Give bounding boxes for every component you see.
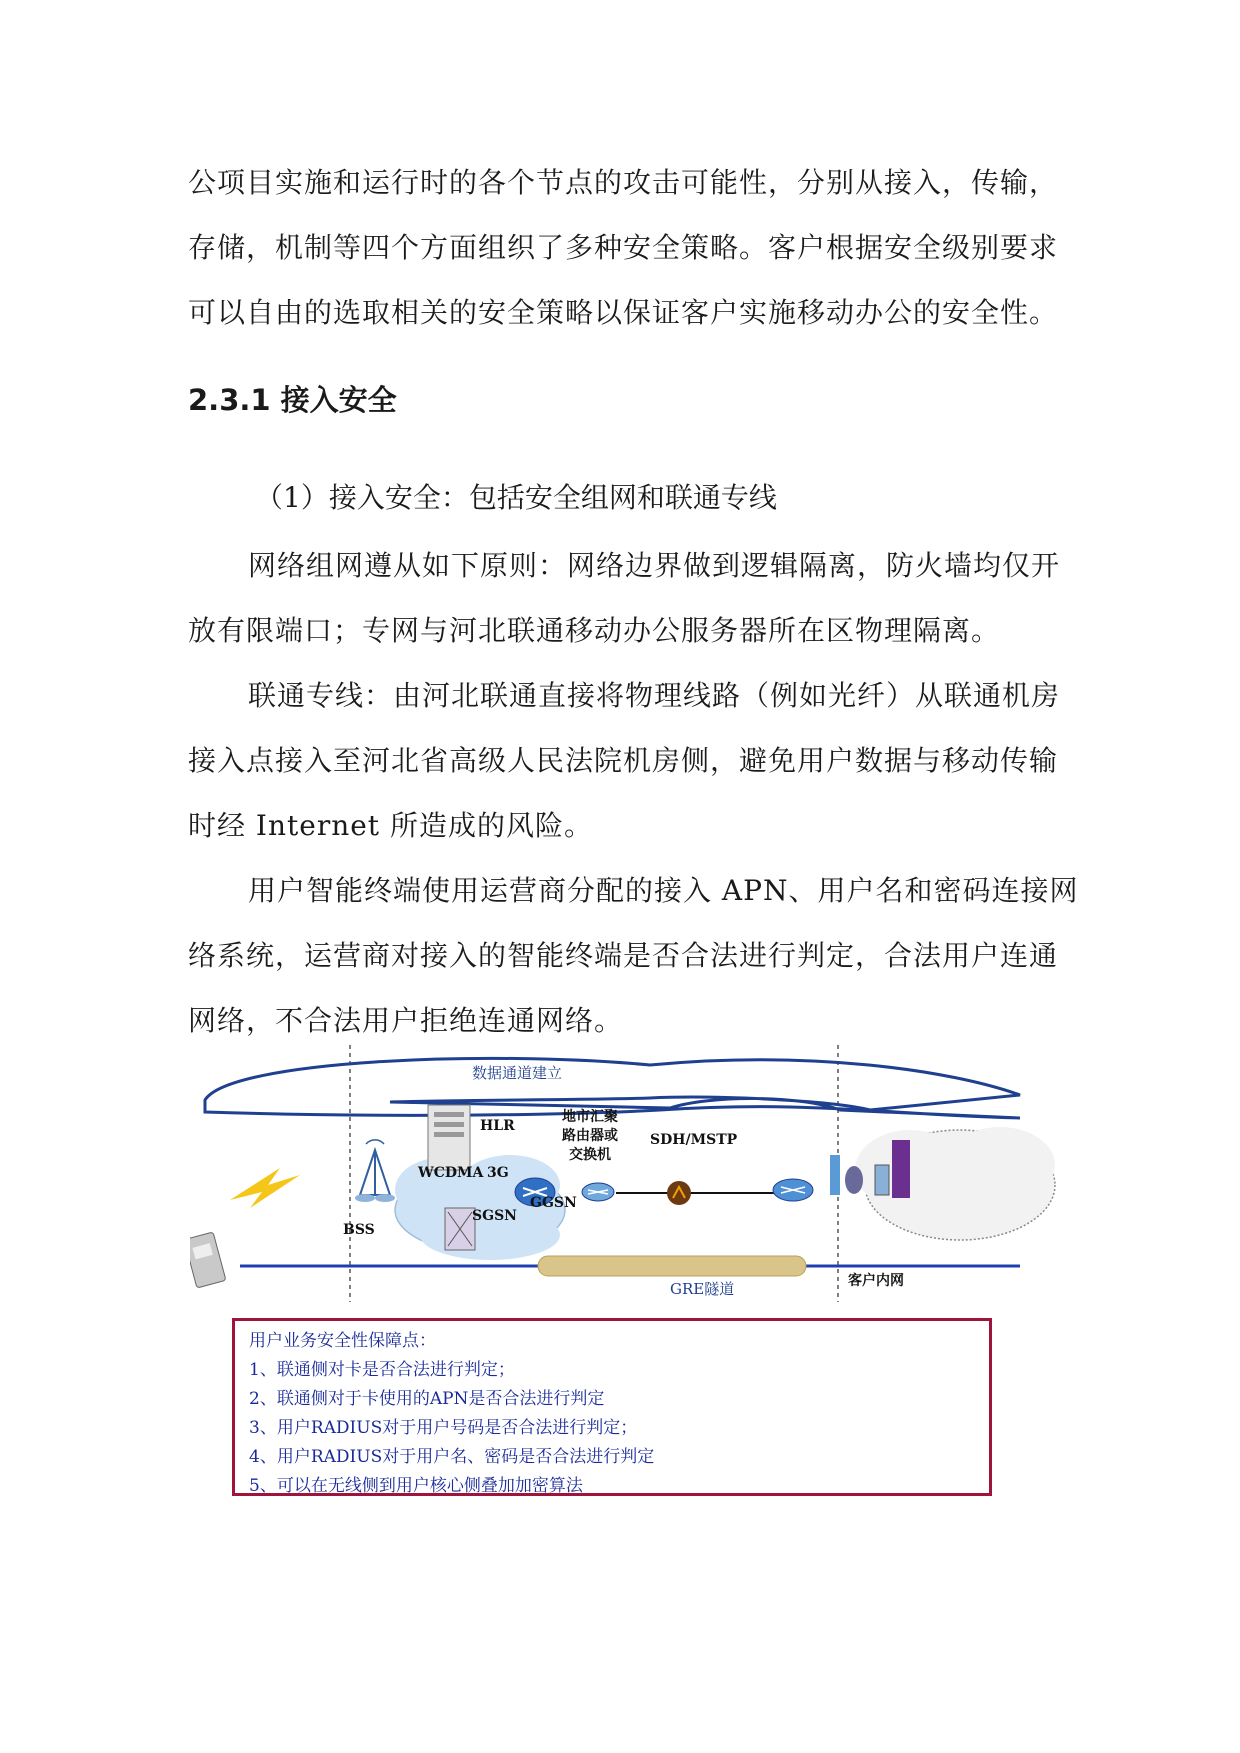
hlr-label: HLR xyxy=(480,1118,515,1134)
section-heading: 2.3.1 接入安全 xyxy=(188,383,397,417)
router-label-line-2: 路由器或 xyxy=(562,1128,618,1144)
gre-label: GRE隧道 xyxy=(670,1280,735,1298)
router-label-line-3: 交换机 xyxy=(569,1147,611,1163)
ggsn-label: GGSN xyxy=(530,1195,577,1211)
sgsn-switch-icon xyxy=(445,1208,475,1250)
3g-label: 3G xyxy=(487,1165,509,1181)
network-line-1: 网络组网遵从如下原则：网络边界做到逻辑隔离，防火墙均仅开 xyxy=(248,549,1061,582)
intro-line-3: 可以自由的选取相关的安全策略以保证客户实施移动办公的安全性。 xyxy=(188,296,1059,329)
leased-line-1: 联通专线：由河北联通直接将物理线路（例如光纤）从联通机房 xyxy=(248,679,1061,712)
intro-line-2: 存储，机制等四个方面组织了多种安全策略。客户根据安全级别要求 xyxy=(188,231,1059,264)
terminal-line-2: 络系统，运营商对接入的智能终端是否合法进行判定，合法用户连通 xyxy=(188,939,1059,972)
security-notes-box xyxy=(232,1318,992,1496)
customer-router-icon xyxy=(773,1179,813,1201)
notes-item-5: 5、可以在无线侧到用户核心侧叠加加密算法 xyxy=(249,1476,583,1496)
wireless-lightning-icon xyxy=(230,1168,300,1208)
gre-tunnel xyxy=(538,1256,806,1276)
terminal-line-1: 用户智能终端使用运营商分配的接入 APN、用户名和密码连接网 xyxy=(248,874,1079,907)
notes-item-4: 4、用户RADIUS对于用户名、密码是否合法进行判定 xyxy=(249,1447,655,1467)
sdh-node-icon xyxy=(667,1181,691,1205)
data-channel-label: 数据通道建立 xyxy=(472,1064,563,1082)
network-line-2: 放有限端口；专网与河北联通移动办公服务器所在区物理隔离。 xyxy=(188,614,1001,647)
sub-heading: （1）接入安全：包括安全组网和联通专线 xyxy=(255,481,777,514)
mobile-terminal-icon xyxy=(190,1232,226,1288)
wcdma-label: WCDMA xyxy=(418,1165,484,1181)
notes-item-1: 1、联通侧对卡是否合法进行判定； xyxy=(249,1360,515,1380)
network-diagram xyxy=(190,1040,1070,1510)
notes-item-3: 3、用户RADIUS对于用户号码是否合法进行判定； xyxy=(249,1418,638,1438)
terminal-line-3: 网络，不合法用户拒绝连通网络。 xyxy=(188,1004,624,1037)
notes-title: 用户业务安全性保障点： xyxy=(249,1331,436,1351)
customer-network-label: 客户内网 xyxy=(848,1273,904,1289)
sgsn-label: SGSN xyxy=(472,1208,517,1224)
intro-line-1: 公项目实施和运行时的各个节点的攻击可能性，分别从接入，传输， xyxy=(188,166,1059,199)
hlr-server-icon xyxy=(428,1105,470,1170)
router-label-line-1: 地市汇聚 xyxy=(562,1109,618,1125)
router-label xyxy=(562,1108,618,1165)
sdh-label: SDH/MSTP xyxy=(650,1132,738,1148)
leased-line-2: 接入点接入至河北省高级人民法院机房侧，避免用户数据与移动传输 xyxy=(188,744,1059,777)
bss-tower-icon xyxy=(355,1140,395,1202)
notes-item-2: 2、联通侧对于卡使用的APN是否合法进行判定 xyxy=(249,1389,605,1409)
bss-label: BSS xyxy=(343,1222,375,1238)
leased-line-3: 时经 Internet 所造成的风险。 xyxy=(188,809,593,842)
aggregation-router-icon xyxy=(582,1183,614,1201)
